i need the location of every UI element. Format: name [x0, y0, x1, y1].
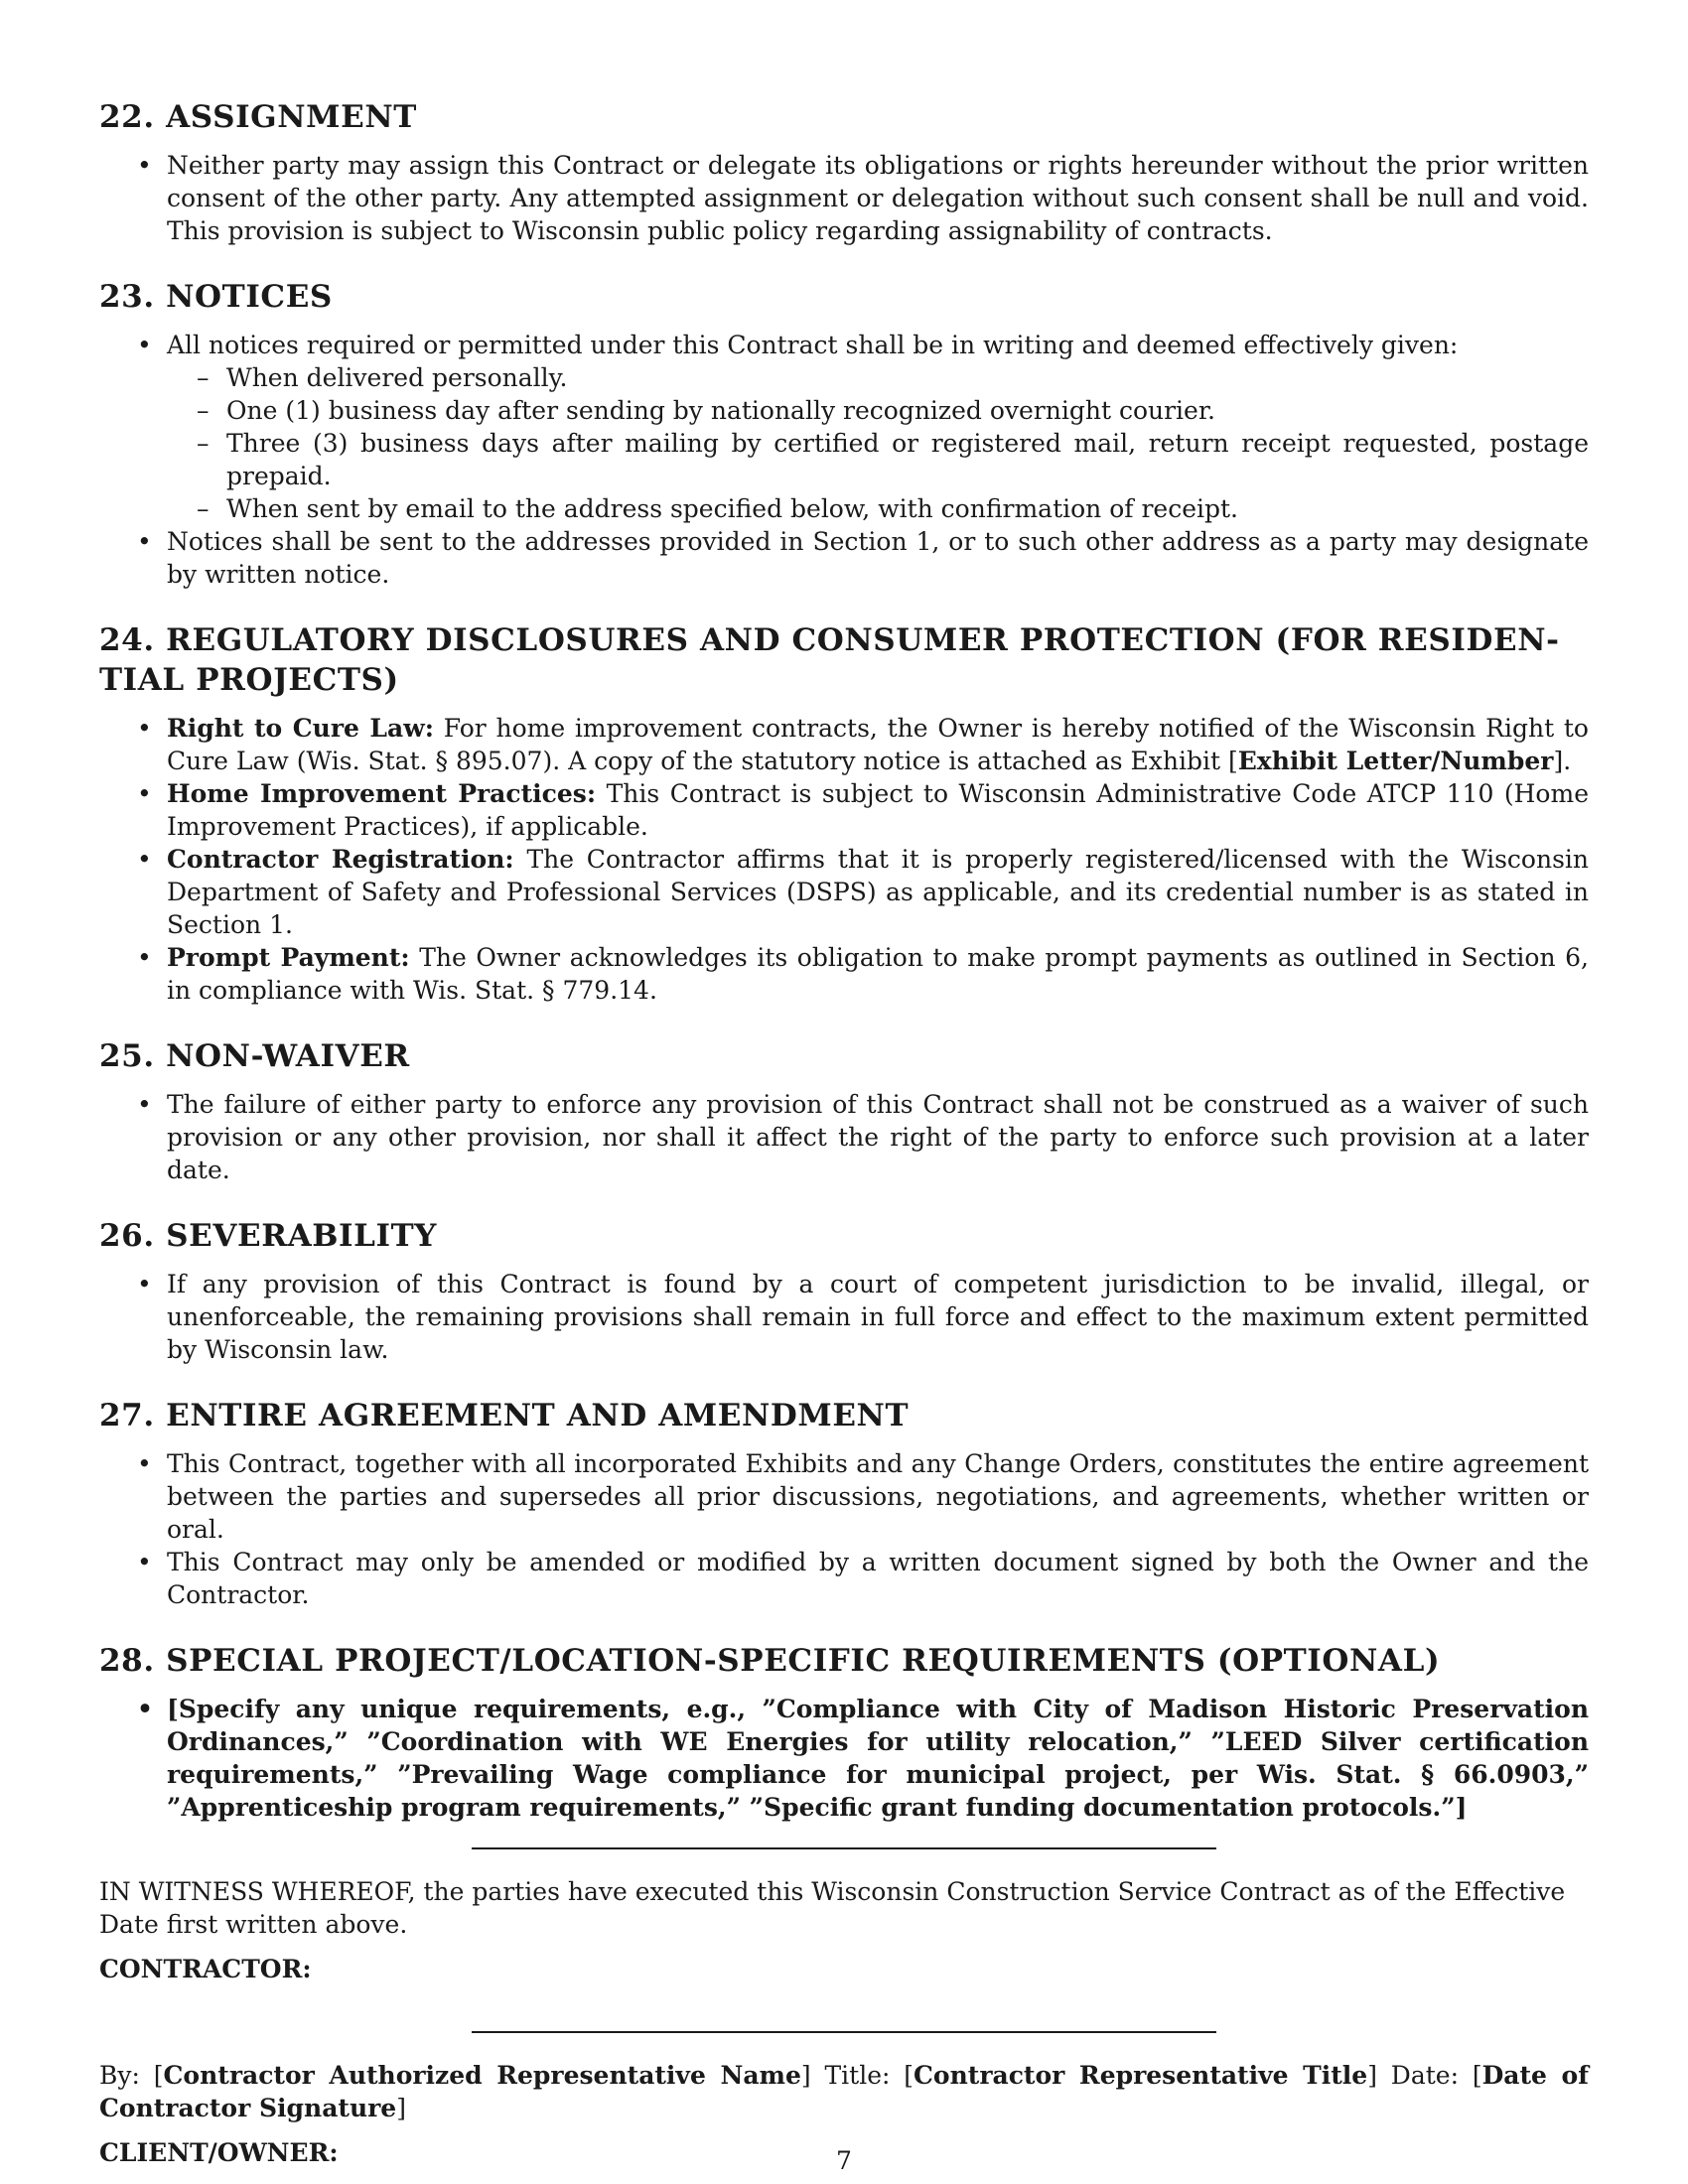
list-item-home-improvement — [99, 777, 1589, 843]
section-28 — [99, 1641, 1589, 1824]
section-28-list — [99, 1693, 1589, 1824]
bracket-close: ] — [396, 2094, 406, 2122]
contractor-signature-line — [472, 2031, 1216, 2033]
item-text: The Owner acknowledges its obligation to make prompt payments as outlined in Section 6, in compliance with Wis. Stat. § 779.14. — [167, 943, 1590, 1005]
section-23-list — [99, 329, 1589, 591]
item-text-end: ]. — [1553, 747, 1572, 775]
section-24-heading: 24. REGULATORY DISCLOSURES AND CONSUMER PROTECTION (FOR RESIDEN-TIAL PROJECTS) — [99, 622, 1560, 698]
list-item-contractor-registration — [99, 843, 1589, 941]
item-label: Prompt Payment: — [167, 943, 410, 972]
list-item — [99, 329, 1589, 525]
title-prefix: ] Title: [ — [800, 2061, 914, 2090]
owner-label: CLIENT/OWNER: — [99, 2138, 339, 2167]
exhibit-placeholder: Exhibit Letter/Number — [1237, 747, 1554, 775]
item-text: This Contract is subject to Wisconsin Administrative Code ATCP 110 (Home Improvement Practices), if applicable. — [167, 779, 1589, 841]
rep-name-placeholder: Contractor Authorized Representative Name — [163, 2061, 801, 2090]
section-22 — [99, 97, 1589, 247]
sub-list-item: – One (1) business day after sending by nationally recognized overnight courier. — [167, 394, 1589, 427]
list-item: • This Contract, together with all incorporated Exhibits and any Change Orders, constitutes the entire agreement between the parties and supersedes all prior discussions, negotiations, and agreements, whether written or oral. — [99, 1447, 1589, 1546]
item-label: Contractor Registration: — [167, 845, 514, 874]
rep-date-placeholder: Date of Contractor Signature — [99, 2061, 1589, 2122]
section-23 — [99, 277, 1589, 591]
section-23-heading: 23. NOTICES — [99, 279, 333, 315]
divider-rule — [472, 1847, 1216, 1849]
section-26-heading: 26. SEVERABILITY — [99, 1218, 438, 1254]
section-25 — [99, 1036, 1589, 1186]
list-item-right-to-cure — [99, 712, 1589, 777]
section-24 — [99, 620, 1589, 1007]
list-item: • Notices shall be sent to the addresses provided in Section 1, or to such other address as a party may designate by written notice. — [99, 525, 1589, 591]
section-22-list — [99, 149, 1589, 247]
list-item: • This Contract may only be amended or modified by a written document signed by both the Owner and the Contractor. — [99, 1546, 1589, 1611]
section-26-list — [99, 1268, 1589, 1366]
list-item: • [Specify any unique requirements, e.g., ”Compliance with City of Madison Historic Preservation Ordinances,” ”Coordination with WE Energies for utility relocation,” ”LEED Silver certification requirements,” ”Prevailing Wage compliance for municipal project, per Wis. Stat. § 66.0903,” ”Apprenticeship program requirements,” ”Specific grant funding documentation protocols.”] — [99, 1693, 1589, 1824]
section-24-list — [99, 712, 1589, 1007]
list-item: • Neither party may assign this Contract or delegate its obligations or rights hereunder without the prior written consent of the other party. Any attempted assignment or delegation without such consent shall be null and void. This provision is subject to Wisconsin public policy regarding assignability of contracts. — [99, 149, 1589, 247]
notice-methods-list — [167, 361, 1589, 525]
section-25-heading: 25. NON-WAIVER — [99, 1038, 410, 1074]
section-27-list — [99, 1447, 1589, 1611]
witness-clause: IN WITNESS WHEREOF, the parties have executed this Wisconsin Construction Service Contract as of the Effective Date first written above. — [99, 1877, 1566, 1939]
date-prefix: ] Date: [ — [1367, 2061, 1482, 2090]
contractor-signature-block — [99, 2059, 1589, 2124]
list-item-prompt-payment — [99, 941, 1589, 1007]
rep-title-placeholder: Contractor Representative Title — [914, 2061, 1368, 2090]
sub-list-item: – Three (3) business days after mailing by certified or registered mail, return receipt requested, postage prepaid. — [167, 427, 1589, 492]
section-28-heading: 28. SPECIAL PROJECT/LOCATION-SPECIFIC REQUIREMENTS (OPTIONAL) — [99, 1643, 1441, 1679]
list-item: • If any provision of this Contract is found by a court of competent jurisdiction to be invalid, illegal, or unenforceable, the remaining provisions shall remain in full force and effect to the maximum extent permitted by Wisconsin law. — [99, 1268, 1589, 1366]
item-text: For home improvement contracts, the Owner is hereby notified of the Wisconsin Right to Cure Law (Wis. Stat. § 895.07). A copy of the statutory notice is attached as Exhibit [ — [167, 714, 1589, 775]
contractor-label: CONTRACTOR: — [99, 1955, 312, 1983]
section-25-list — [99, 1088, 1589, 1186]
list-item: • The failure of either party to enforce any provision of this Contract shall not be construed as a waiver of such provision or any other provision, nor shall it affect the right of the party to enforce such provision at a later date. — [99, 1088, 1589, 1186]
page-number: 7 — [836, 2146, 852, 2175]
section-27-heading: 27. ENTIRE AGREEMENT AND AMENDMENT — [99, 1398, 910, 1433]
section-26 — [99, 1216, 1589, 1366]
item-label: Home Improvement Practices: — [167, 779, 597, 808]
page-content — [99, 97, 1589, 2169]
section-22-heading: 22. ASSIGNMENT — [99, 99, 417, 135]
by-prefix: By: [ — [99, 2061, 164, 2090]
item-text: The Contractor affirms that it is properly registered/licensed with the Wisconsin Department of Safety and Professional Services (DSPS) as applicable, and its credential number is as stated in Section 1. — [167, 845, 1590, 939]
item-label: Right to Cure Law: — [167, 714, 434, 743]
notices-intro: All notices required or permitted under this Contract shall be in writing and deemed effectively given: — [167, 331, 1459, 359]
sub-list-item: – When delivered personally. — [167, 361, 1589, 394]
section-27 — [99, 1396, 1589, 1611]
sub-list-item: – When sent by email to the address specified below, with confirmation of receipt. — [167, 492, 1589, 525]
